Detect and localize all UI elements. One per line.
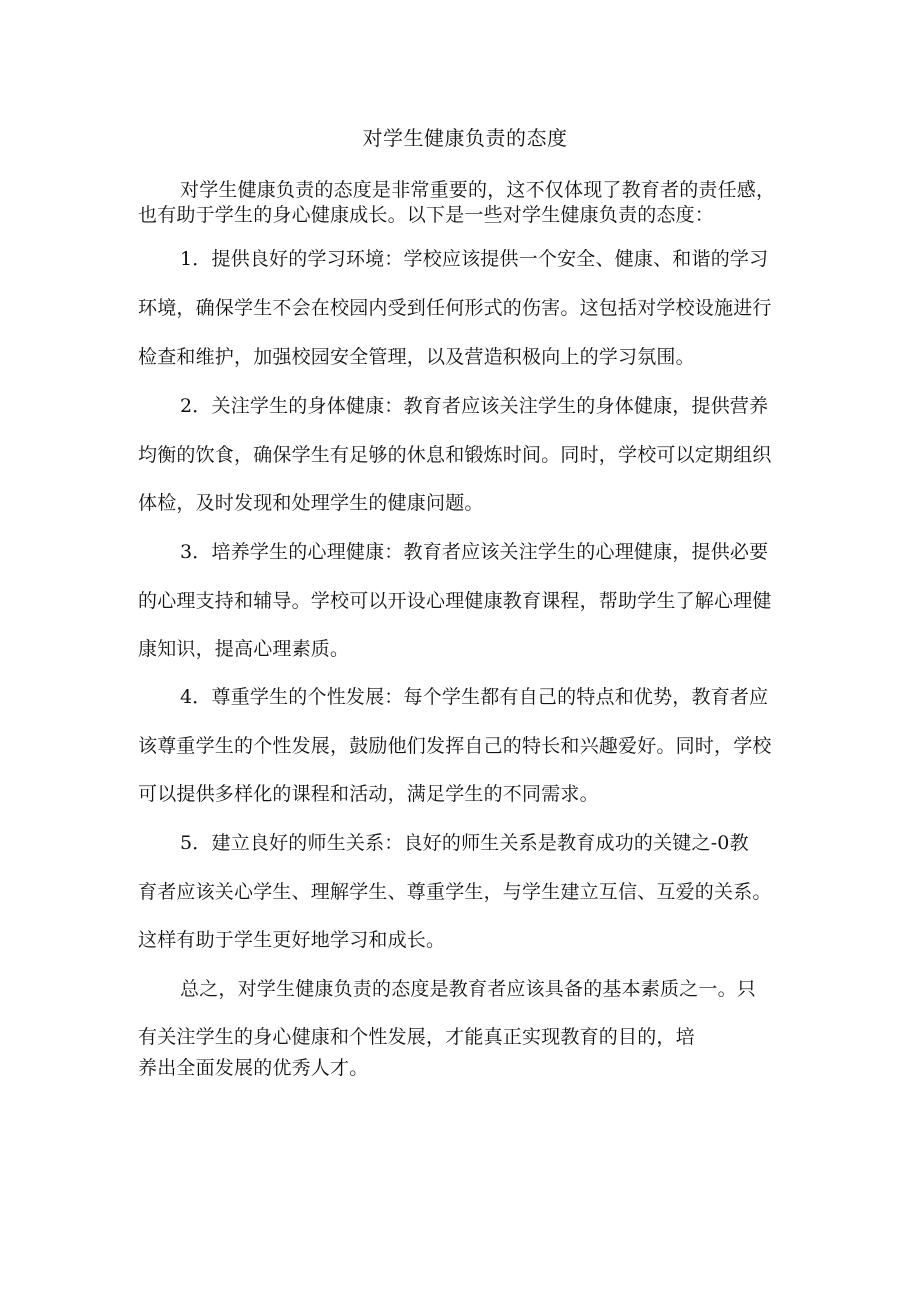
- item-1-line: 环境，确保学生不会在校园内受到任何形式的伤害。这包括对学校设施进行: [138, 297, 772, 319]
- intro-line: 对学生健康负责的态度是非常重要的，这不仅体现了教育者的责任感，: [180, 179, 776, 201]
- intro-line: 也有助于学生的身心健康成长。以下是一些对学生健康负责的态度：: [138, 204, 715, 226]
- item-4-line: 该尊重学生的个性发展，鼓励他们发挥自己的特长和兴趣爱好。同时，学校: [138, 735, 772, 757]
- conclusion-line: 有关注学生的身心健康和个性发展，才能真正实现教育的目的，培: [138, 1026, 695, 1048]
- item-3-line: 的心理支持和辅导。学校可以开设心理健康教育课程，帮助学生了解心理健: [138, 590, 772, 612]
- item-2-line: 均衡的饮食，确保学生有足够的休息和锻炼时间。同时，学校可以定期组织: [138, 444, 772, 466]
- conclusion-line: 总之，对学生健康负责的态度是教育者应该具备的基本素质之一。只: [180, 978, 757, 1000]
- document-title: 对学生健康负责的态度: [362, 126, 568, 150]
- item-4-line: 4．尊重学生的个性发展：每个学生都有自己的特点和优势，教育者应: [180, 686, 769, 708]
- item-5-line: 5．建立良好的师生关系：良好的师生关系是教育成功的关键之-0教: [180, 832, 749, 854]
- item-1-line: 检查和维护，加强校园安全管理，以及营造积极向上的学习氛围。: [138, 346, 695, 368]
- item-4-line: 可以提供多样化的课程和活动，满足学生的不同需求。: [138, 783, 599, 805]
- item-3-line: 康知识，提高心理素质。: [138, 638, 350, 660]
- item-5-line: 育者应该关心学生、理解学生、尊重学生，与学生建立互信、互爱的关系。: [138, 881, 772, 903]
- item-2-line: 体检，及时发现和处理学生的健康问题。: [138, 492, 484, 514]
- item-3-line: 3．培养学生的心理健康：教育者应该关注学生的心理健康，提供必要: [180, 541, 769, 563]
- item-5-line: 这样有助于学生更好地学习和成长。: [138, 929, 446, 951]
- conclusion-line: 养出全面发展的优秀人才。: [138, 1057, 369, 1079]
- item-2-line: 2．关注学生的身体健康：教育者应该关注学生的身体健康，提供营养: [180, 395, 769, 417]
- item-1-line: 1．提供良好的学习环境：学校应该提供一个安全、健康、和谐的学习: [180, 248, 769, 270]
